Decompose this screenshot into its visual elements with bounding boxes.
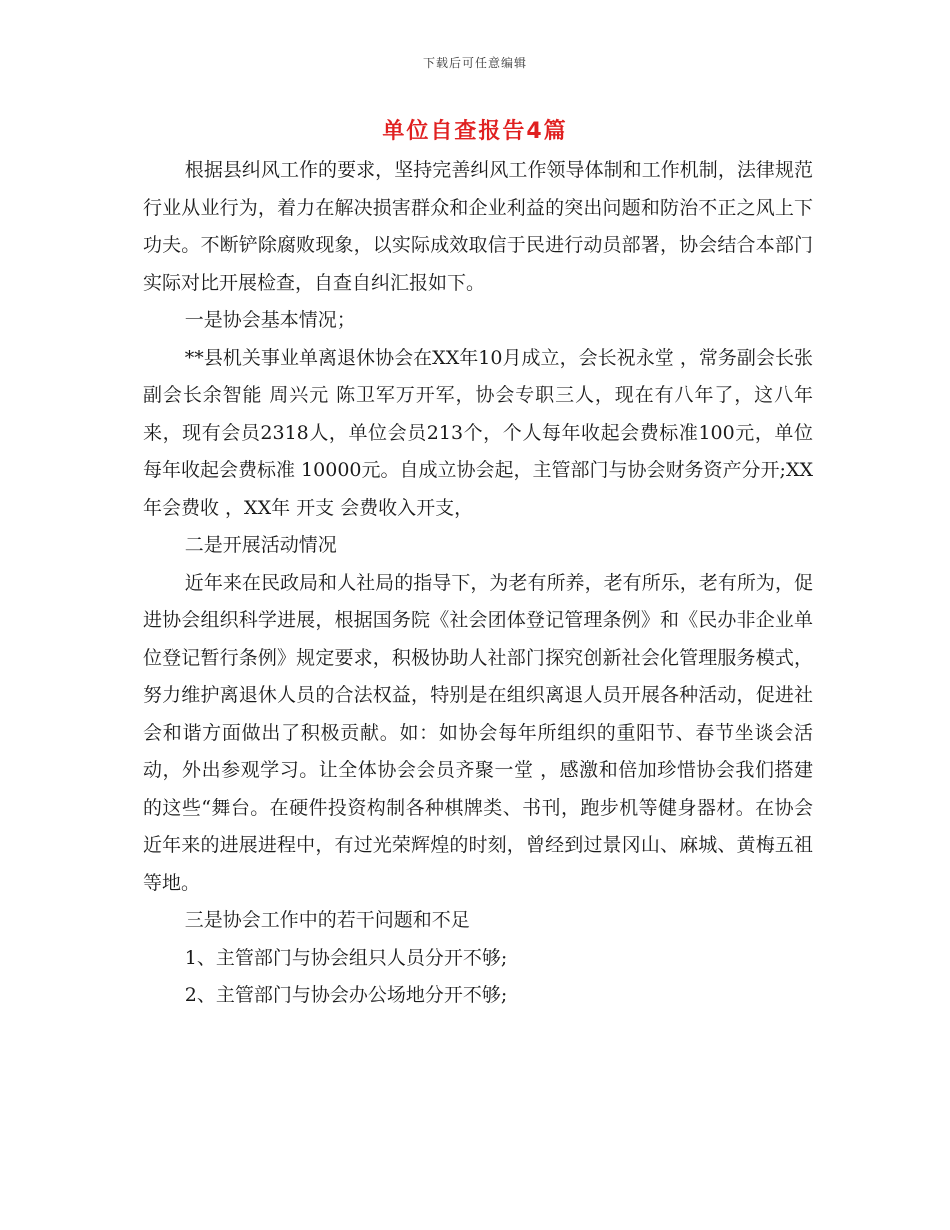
section-heading-problems: 三是协会工作中的若干问题和不足 <box>184 909 470 931</box>
section-heading-basic-info: 一是协会基本情况； <box>184 309 356 331</box>
paragraph-basic-info: **县机关事业单离退休协会在XX年10月成立，会长祝永堂 ，常务副会长张 副会长余智能 周兴元 陈卫军万开军，协会专职三人，现在有八年了，这八年来，现有会员2318人，单位会员213个，个人每年收起会费标准100元，单位每年收起会费标准 10000元。自成立协会起，主管部门与协会财务资产分开;XX年会费收 ，XX年 开支 会费收入开支， <box>143 346 813 519</box>
document-title: 单位自查报告4篇 <box>382 119 568 144</box>
header-note: 下载后可任意编辑 <box>422 56 527 70</box>
list-item-problem-2: 2、主管部门与协会办公场地分开不够; <box>184 984 508 1006</box>
paragraph-activities: 近年来在民政局和人社局的指导下，为老有所养，老有所乐，老有所为，促进协会组织科学进展，根据国务院《社会团体登记管理条例》和《民办非企业单位登记暂行条例》规定要求，积极协助人社部门探究创新社会化管理服务模式，努力维护离退休人员的合法权益，特别是在组织离退人员开展各种活动，促进社会和谐方面做出了积极贡献。如：如协会每年所组织的重阳节、春节坐谈会活动，外出参观学习。让全体协会会员齐聚一堂 ，感激和倍加珍惜协会我们搭建的这些“舞台。在硬件投资构制各种棋牌类、书刊，跑步机等健身器材。在协会近年来的进展进程中，有过光荣辉煌的时刻，曾经到过景冈山、麻城、黄梅五祖等地。 <box>143 571 813 894</box>
paragraph-intro: 根据县纠风工作的要求，坚持完善纠风工作领导体制和工作机制，法律规范行业从业行为，着力在解决损害群众和企业利益的突出问题和防治不正之风上下功夫。不断铲除腐败现象，以实际成效取信于民进行动员部署，协会结合本部门实际对比开展检查，自查自纠汇报如下。 <box>143 159 813 294</box>
section-heading-activities: 二是开展活动情况 <box>184 534 337 556</box>
document-body <box>143 152 813 1015</box>
list-item-problem-1: 1、主管部门与协会组只人员分开不够; <box>184 946 508 969</box>
